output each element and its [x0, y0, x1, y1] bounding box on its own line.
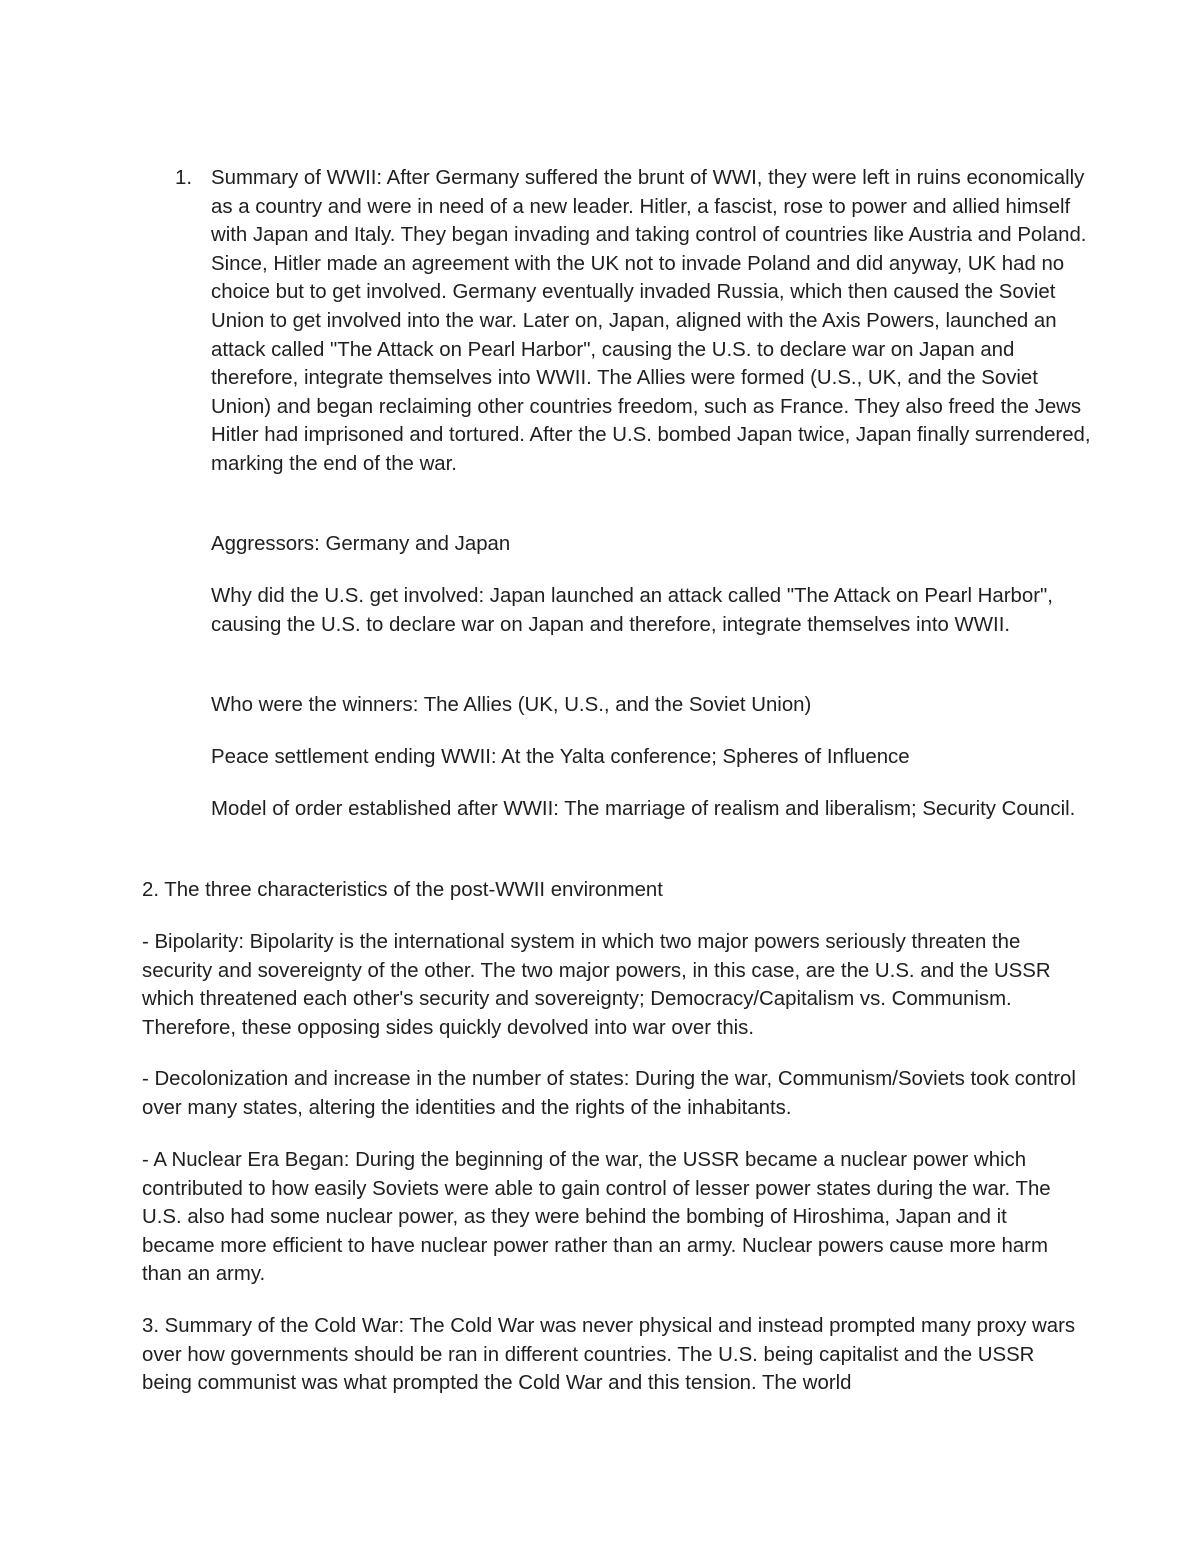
model-of-order-paragraph: Model of order established after WWII: The marriage of realism and liberalism; Security Council.: [211, 798, 1076, 820]
nuclear-era-paragraph: - A Nuclear Era Began: During the beginning of the war, the USSR became a nuclear power which contributed to how easily Soviets were able to gain control of lesser power states during the war. The U.S. also had some nuclear power, as they were behind the bombing of Hiroshima, Japan and it became more efficient to have nuclear power rather than an army. Nuclear powers cause more harm than an army.: [142, 1149, 1051, 1286]
why-us-involved-paragraph: Why did the U.S. get involved: Japan launched an attack called "The Attack on Pearl Harbor", causing the U.S. to declare war on Japan and therefore, integrate themselves into WWII.: [211, 585, 1053, 636]
peace-settlement-paragraph: Peace settlement ending WWII: At the Yalta conference; Spheres of Influence: [211, 746, 910, 768]
section-2-heading: 2. The three characteristics of the post-WWII environment: [142, 879, 663, 901]
decolonization-paragraph: - Decolonization and increase in the number of states: During the war, Communism/Soviets took control over many states, altering the identities and the rights of the inhabitants.: [142, 1068, 1076, 1119]
list-number: 1.: [175, 167, 193, 189]
bipolarity-paragraph: - Bipolarity: Bipolarity is the international system in which two major powers seriously threaten the security and sovereignty of the other. The two major powers, in this case, are the U.S. and the USSR which threatened each other's security and sovereignty; Democracy/Capitalism vs. Communism. Therefore, these opposing sides quickly devolved into war over this.: [142, 931, 1051, 1039]
aggressors-paragraph: Aggressors: Germany and Japan: [211, 533, 511, 555]
cold-war-summary-paragraph: 3. Summary of the Cold War: The Cold War was never physical and instead prompted many proxy wars over how governments should be ran in different countries. The U.S. being capitalist and the USSR being communist was what prompted the Cold War and this tension. The world: [142, 1315, 1076, 1395]
wwii-summary-paragraph: Summary of WWII: After Germany suffered the brunt of WWI, they were left in ruins economically as a country and were in need of a new leader. Hitler, a fascist, rose to power and allied himself with Japan and Italy. They began invading and taking control of countries like Austria and Poland. Since, Hitler made an agreement with the UK not to invade Poland and did anyway, UK had no choice but to get involved. Germany eventually invaded Russia, which then caused the Soviet Union to get involved into the war. Later on, Japan, aligned with the Axis Powers, launched an attack called "The Attack on Pearl Harbor", causing the U.S. to declare war on Japan and therefore, integrate themselves into WWII. The Allies were formed (U.S., UK, and the Soviet Union) and began reclaiming other countries freedom, such as France. They also freed the Jews Hitler had imprisoned and tortured. After the U.S. bombed Japan twice, Japan finally surrendered, marking the end of the war.: [211, 167, 1091, 475]
winners-paragraph: Who were the winners: The Allies (UK, U.S., and the Soviet Union): [211, 694, 812, 716]
